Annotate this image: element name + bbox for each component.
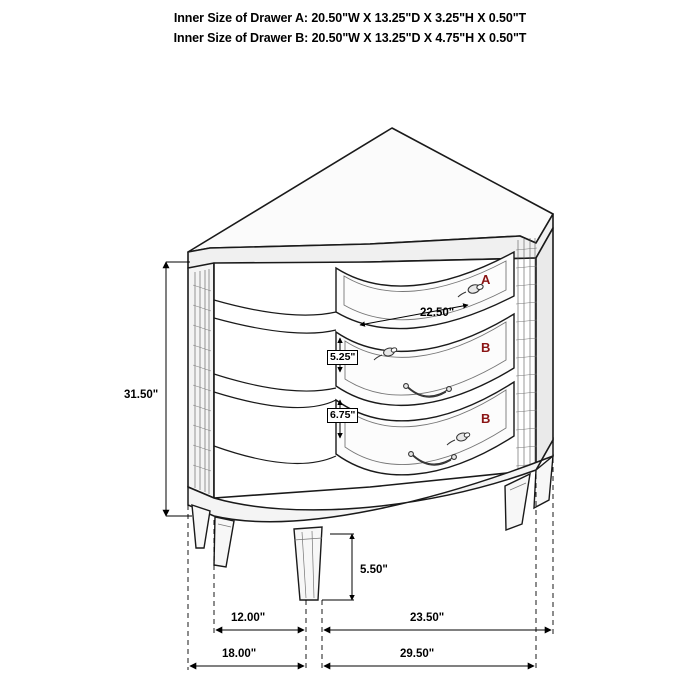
label-width-front: 23.50" — [410, 612, 445, 624]
drawer-marker-b-middle: B — [481, 340, 491, 355]
leg-detail-lines — [218, 483, 526, 598]
label-drawer-b-height: 6.75" — [327, 408, 358, 423]
label-total-height: 31.50" — [124, 389, 159, 401]
cabinet-right-return — [536, 228, 553, 470]
header-line-drawer-b: Inner Size of Drawer B: 20.50"W X 13.25"D X 4.75"H X 0.50"T — [173, 31, 527, 45]
leg-left-front — [214, 517, 234, 567]
label-drawer-width: 22.50" — [420, 307, 455, 319]
drawer-marker-b-bottom: B — [481, 411, 491, 426]
leg-left-rear — [192, 505, 210, 548]
label-leg-height: 5.50" — [360, 564, 388, 576]
cabinet-top-surface — [188, 128, 553, 252]
header-line-drawer-a: Inner Size of Drawer A: 20.50"W X 13.25"D X 3.25"H X 0.50"T — [173, 11, 527, 25]
label-depth-bottom: 18.00" — [222, 648, 257, 660]
label-depth-top: 12.00" — [231, 612, 266, 624]
label-drawer-a-height: 5.25" — [327, 350, 358, 365]
label-width-bottom: 29.50" — [400, 648, 435, 660]
drawer-marker-a: A — [481, 272, 491, 287]
cabinet-left-side — [188, 263, 214, 498]
leg-right-front — [505, 474, 530, 530]
dim-leg-height — [322, 534, 354, 600]
